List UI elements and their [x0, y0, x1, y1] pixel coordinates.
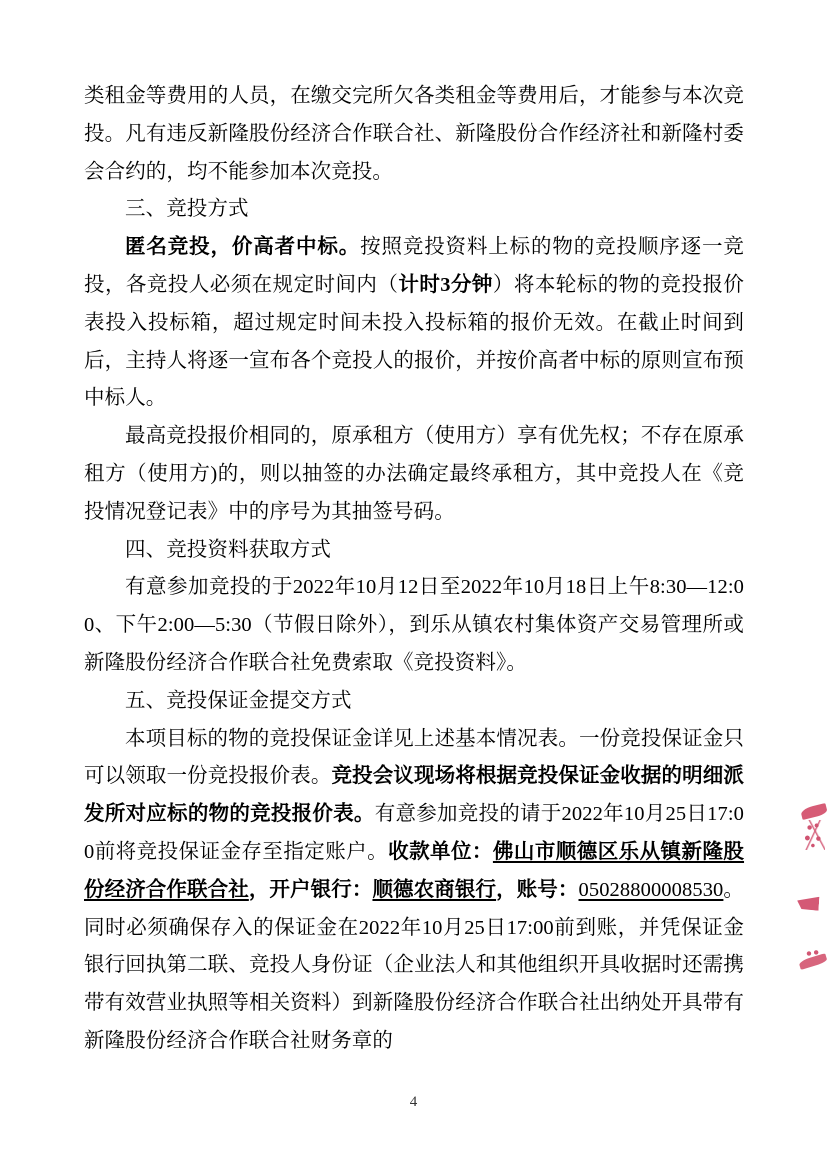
seal-fragment-icon: [805, 949, 823, 958]
heading-section-3: 三、竞投方式: [125, 198, 249, 221]
bold-anonymous-bidding: 匿名竞投，价高者中标。: [125, 236, 361, 259]
document-body: [84, 78, 744, 1061]
value-bank-name: 顺德农商银行: [372, 878, 497, 901]
red-seal-fragments: [787, 0, 827, 1169]
paragraph-deposit-submission: [84, 721, 744, 1061]
label-bank: ，开户银行：: [248, 878, 373, 901]
paragraph-carryover: 类租金等费用的人员，在缴交完所欠各类租金等费用后，才能参与本次竞投。凡有违反新隆股份经济合作联合社、新隆股份合作经济社和新隆村委会合约的，均不能参加本次竞投。: [84, 85, 744, 183]
bold-quotation-form-distribution: 竞投会议现场将根据竞投保证金收据的明细派发所对应标的物的竞投报价表。: [84, 765, 745, 826]
value-payee-name: 佛山市顺德区乐从镇新隆股份经济合作联合社: [84, 840, 745, 901]
label-payee: 收款单位：: [388, 840, 493, 863]
text-deposit-deadline: 有意参加竞投的请于2022年10月25日17:00前将竞投保证金存至指定账户。: [84, 803, 744, 863]
bold-timer-three-minutes: 计时3分钟: [398, 273, 493, 296]
paragraph-bidding-method: [84, 229, 744, 418]
seal-fragment-icon: [797, 895, 820, 911]
paragraph-tie-breaking: 最高竞投报价相同的，原承租方（使用方）享有优先权；不存在原承租方（使用方)的，则以抽签的办法确定最终承租方，其中竞投人在《竞投情况登记表》中的序号为其抽签号码。: [84, 425, 744, 523]
text-deposit-trailing: 。同时必须确保存入的保证金在2022年10月25日17:00前到账，并凭保证金银行回执第二联、竞投人身份证（企业法人和其他组织开具收据时还需携带有效营业执照等相关资料）到新隆股份经济合作联合社出纳处开具带有新隆股份经济合作联合社财务章的: [84, 878, 745, 1052]
value-account-number: 05028800008530: [578, 878, 724, 901]
label-account-number: ，账号：: [496, 878, 579, 901]
heading-section-4: 四、竞投资料获取方式: [125, 538, 331, 561]
page-number: 4: [409, 1094, 418, 1110]
heading-section-5: 五、竞投保证金提交方式: [125, 689, 352, 712]
text-bidding-continued: ）将本轮标的物的竞投报价表投入投标箱，超过规定时间未投入投标箱的报价无效。在截止时间到后，主持人将逐一宣布各个竞投人的报价，并按价高者中标的原则宣布预中标人。: [84, 273, 745, 410]
seal-fragment-icon: [800, 803, 827, 820]
seal-fragment-icon: [798, 953, 827, 970]
seal-fragment-icon: [803, 820, 825, 850]
text-deposit-intro: 本项目标的物的竞投保证金详见上述基本情况表。一份竞投保证金只可以领取一份竞投报价表。: [84, 727, 744, 788]
paragraph-material-collection: 有意参加竞投的于2022年10月12日至2022年10月18日上午8:30—12:00、下午2:00—5:30（节假日除外），到乐从镇农村集体资产交易管理所或新隆股份经济合作联合社免费索取《竞投资料》。: [84, 576, 744, 674]
text-bidding-order: 按照竞投资料上标的物的竞投顺序逐一竞投，各竞投人必须在规定时间内（: [84, 236, 744, 296]
